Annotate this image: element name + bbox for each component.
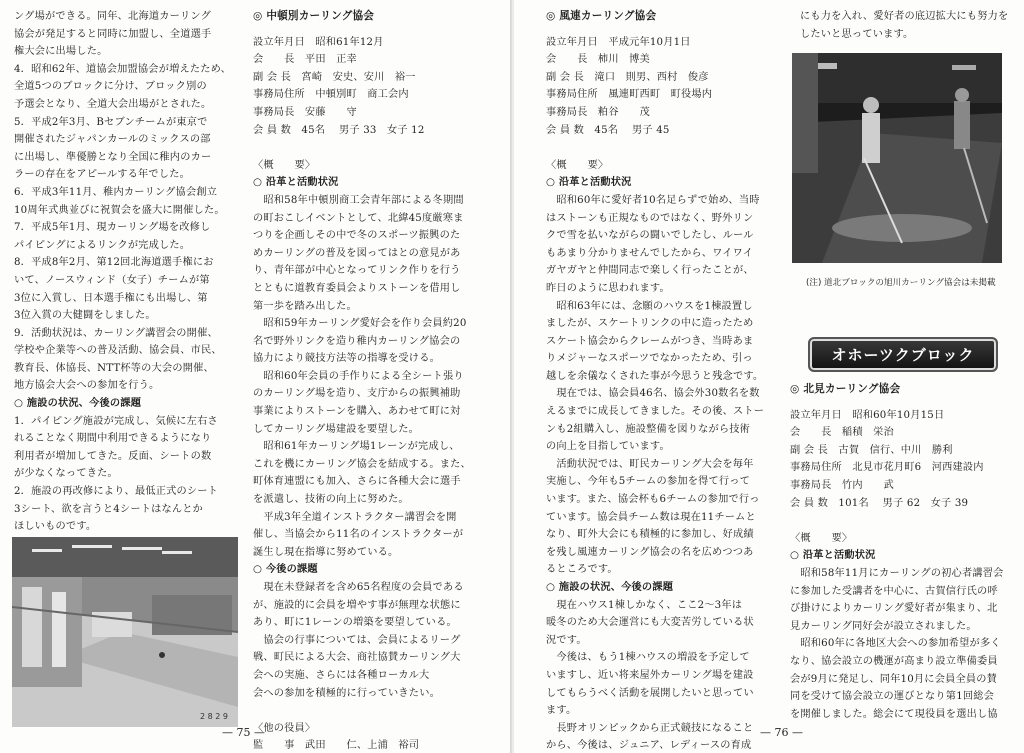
text-line: 事務局住所 中頓別町 商工会内 xyxy=(253,89,409,101)
text-line: とともに道教育委員会よりストーンを借用し xyxy=(253,282,461,294)
text-line: 設立年月日 昭和60年10月15日 xyxy=(790,409,945,421)
text-line: います。また、協会杯も6チームの参加で行っ xyxy=(546,494,760,506)
left-column-2 xyxy=(253,8,503,753)
text-line: 地方協会大会への参加を行う。 xyxy=(14,380,160,392)
text-line: 昭和58年11月にカーリングの初心者講習会 xyxy=(790,567,1004,579)
text-line: 協会の行事については、会員によるリーグ xyxy=(253,634,461,646)
text-line xyxy=(790,512,1015,530)
text-line: 協会が発足すると同時に加盟し、全道選手 xyxy=(14,28,212,40)
text-line: クで雪を払いながらの闘いでしたし、ルール xyxy=(546,230,754,242)
text-line: これを機にカーリング協会を結成する。また、 xyxy=(253,458,471,470)
page-number-75: — 75 — xyxy=(222,726,265,739)
text-line: 会 員 数 101名 男子 62 女子 39 xyxy=(790,497,969,509)
text-line: 活動状況では、町民カーリング大会を毎年 xyxy=(546,458,754,470)
text-line: はストーンも正規なものではなく、野外リン xyxy=(546,212,754,224)
text-line: 長野オリンピックから正式競技になること xyxy=(546,722,754,734)
text-line: めカーリングの普及を図ってはとの意見があ xyxy=(253,247,461,259)
text-line: 名で野外リンクを造り稚内カーリング協会の xyxy=(253,335,461,347)
text-line: 設立年月日 昭和61年12月 xyxy=(253,36,384,48)
section-heading: ○ 施設の状況、今後の課題 xyxy=(14,398,142,410)
text-line xyxy=(253,702,503,720)
text-line: 現在では、協会員46名、協会外30数名を数 xyxy=(546,388,760,400)
text-line: 同を受けて協会設立の運びとなり第1回総会 xyxy=(790,691,995,703)
text-line: ほしいものです。 xyxy=(14,521,97,533)
curling-players-image xyxy=(792,53,1002,263)
left-column-1 xyxy=(14,8,246,571)
text-line: 事業によりストーンを購入、あわせて町に対 xyxy=(253,406,461,418)
text-line: 会 長 平田 正幸 xyxy=(253,54,357,66)
text-line: 教育長、体協長、NTT杯等の大会の開催、 xyxy=(14,362,214,374)
section-heading: ○ 沿革と活動状況 xyxy=(790,550,876,562)
text-line: 2．施設の再改修により、最低正式のシート xyxy=(14,486,219,498)
text-line: 昭和60年会員の手作りによる全シート張り xyxy=(253,370,464,382)
text-line: 況です。 xyxy=(546,634,587,646)
text-line: 〈他の役員〉 xyxy=(253,722,316,734)
text-line: 9．活動状況は、カーリング講習会の開催、 xyxy=(14,327,218,339)
text-line: もあまり分かりませんでしたから、ワイワイ xyxy=(546,247,754,259)
text-line: の向上を目指しています。 xyxy=(546,441,670,453)
association-title: ◎ 北見カーリング協会 xyxy=(790,383,901,395)
text-line: にも力を入れ、愛好者の底辺拡大にも努力を xyxy=(800,11,1009,22)
text-line: るところです。 xyxy=(546,564,618,576)
association-title: ◎ 中頓別カーリング協会 xyxy=(253,10,375,22)
right-column-2-top xyxy=(800,8,1015,43)
text-line: 現在未登録者を含め65名程度の会員である xyxy=(253,582,464,593)
photo-caption: (注) 道北ブロックの旭川カーリング協会は未掲載 xyxy=(806,278,996,288)
text-line: 昭和58年中頓別商工会青年部による冬期間 xyxy=(253,194,464,206)
text-line: 10周年式典並びに祝賀会を盛大に開催した。 xyxy=(14,204,225,216)
text-line: あり、町に1レーンの増築を要望している。 xyxy=(253,617,457,629)
text-line: れることなく期間中利用できるようになり xyxy=(14,433,212,445)
text-line: つりを企画しその中で冬のスポーツ振興のた xyxy=(253,230,461,242)
section-heading: ○ 沿革と活動状況 xyxy=(253,177,339,189)
text-line: なり、協会設立の機運が高まり設立準備委員 xyxy=(790,655,998,667)
text-line: に出場し、準優勝となり全国に稚内のカー xyxy=(14,151,212,163)
text-line: 監 事 武田 仁、上浦 裕司 xyxy=(253,740,420,752)
text-line: 会 長 柿川 博美 xyxy=(546,54,650,66)
text-line: のカーリング場を造り、支庁からの振興補助 xyxy=(253,388,461,400)
text-line: 催し、当協会から11名のインストラクターが xyxy=(253,529,464,541)
text-line: 事務局住所 北見市花月町6 河西建設内 xyxy=(790,462,984,474)
text-line: 協力により競技方法等の指導を受ける。 xyxy=(253,353,440,365)
text-line: ラーの存在をアピールする年でした。 xyxy=(14,169,190,181)
text-line: 3位に入賞し、日本選手権にも出場し、第 xyxy=(14,292,208,304)
okhotsk-block-banner: オホーツクブロック xyxy=(808,337,998,372)
text-line: び掛けによりカーリング愛好者が集まり、北 xyxy=(790,603,998,615)
text-line: 6．平成3年11月、稚内カーリング協会創立 xyxy=(14,186,218,198)
text-line: 事務局住所 風連町西町 町役場内 xyxy=(546,89,713,101)
text-line: 設立年月日 平成元年10月1日 xyxy=(546,36,691,48)
text-line: いて、ノースウィンド（女子）チームが第 xyxy=(14,274,210,286)
text-line: りメジャーなスポーツでなかったため、引っ xyxy=(546,353,753,365)
text-line: 会 員 数 45名 男子 45 xyxy=(546,124,670,136)
section-heading: ○ 沿革と活動状況 xyxy=(546,177,632,189)
text-line: 予選会となり、全道大会出場がとされた。 xyxy=(14,98,212,110)
text-line: が、施設的に会員を増やす事が無理な状態に xyxy=(253,599,461,611)
text-line: に参加した受講者を中心に、古賀信行氏の呼 xyxy=(790,585,998,597)
text-line: ます。 xyxy=(546,705,577,717)
text-line: が少なくなってきた。 xyxy=(14,468,118,480)
text-line: 3位入賞の大健闘をしました。 xyxy=(14,310,156,322)
svg-text:2 8 2 9: 2 8 2 9 xyxy=(200,712,228,721)
text-line: 利用者が増加してきた。反面、シートの数 xyxy=(14,450,212,462)
text-line: 3シート、欲を言うと4シートはなんとか xyxy=(14,503,204,515)
text-line: ましたが、スケートリンクの中に造ったため xyxy=(546,318,754,330)
text-line: 現在ハウス1棟しかなく、ここ2〜3年は xyxy=(546,599,743,611)
text-line: パイピングによるリンクが完成した。 xyxy=(14,239,191,251)
text-line: 副 会 長 古賀 信行、中川 勝利 xyxy=(790,444,953,456)
text-line: えるまでに成長してきました。その後、ストー xyxy=(546,406,765,418)
right-column-2 xyxy=(790,381,1015,723)
text-line: 〈概 要〉 xyxy=(546,159,609,171)
text-line: 事務局長 安藤 守 xyxy=(253,106,357,118)
text-line: 7．平成5年1月、現カーリング場を改修し xyxy=(14,222,211,234)
text-line: 昭和59年カーリング愛好会を作り会員約20 xyxy=(253,318,467,330)
text-line: 全道5つのブロックに分け、ブロック別の xyxy=(14,81,207,93)
text-line: 〈概 要〉 xyxy=(253,159,316,171)
text-line: 町体育連盟にも加入、さらに各種大会に選手 xyxy=(253,476,461,488)
text-line: したいと思っています。 xyxy=(800,28,914,40)
text-line: いますし、近い将来屋外カーリング場を建設 xyxy=(546,669,754,681)
text-line: 会への参加を積極的に行っていきたい。 xyxy=(253,687,440,699)
text-line: 会が9月に発足し、同年10月に会員全員の賛 xyxy=(790,673,998,685)
text-line: 昨日のように思われます。 xyxy=(546,282,670,294)
text-line: 会 員 数 45名 男子 33 女子 12 xyxy=(253,124,425,136)
text-line: 昭和61年カーリング場1レーンが完成し、 xyxy=(253,441,460,453)
text-line: 会 長 稲積 栄治 xyxy=(790,427,894,439)
text-line: 4．昭和62年、道協会加盟協会が増えたため、 xyxy=(14,63,231,75)
indoor-rink-image xyxy=(12,537,238,727)
text-line: ています。協会員チーム数は現在11チームと xyxy=(546,511,756,523)
text-line: 8．平成8年2月、第12回北海道選手権にお xyxy=(14,257,214,269)
text-line: ング場ができる。同年、北海道カーリング xyxy=(14,11,211,22)
text-line: を開催しました。総会にて現役員を選出し協 xyxy=(790,708,998,720)
text-line: 戦、町民による大会、商社協賛カーリング大 xyxy=(253,652,461,664)
page-number-76: — 76 — xyxy=(760,726,803,739)
text-line: り、青年部が中心となってリンク作りを行う xyxy=(253,265,461,277)
text-line: 権大会に出場した。 xyxy=(14,46,108,58)
text-line: を残し風連カーリング協会の名を広めつつあ xyxy=(546,546,754,558)
text-line: 誕生し現在指導に努めている。 xyxy=(253,546,399,558)
text-line: を派遣し、技術の向上に努めた。 xyxy=(253,494,409,506)
text-line: 平成3年全道インストラクター講習会を開 xyxy=(253,511,457,523)
text-line: 副 会 長 滝口 則男、西村 俊彦 xyxy=(546,71,709,83)
text-line: 事務局長 粕谷 茂 xyxy=(546,106,650,118)
section-heading: ○ 施設の状況、今後の課題 xyxy=(546,582,674,593)
text-line: ンも2組購入し、施設整備を図りながら技術 xyxy=(546,423,751,435)
text-line: 副 会 長 宮崎 安史、安川 裕一 xyxy=(253,71,416,83)
text-line: 事務局長 竹内 武 xyxy=(790,479,894,491)
text-line: 5．平成2年3月、Bセブンチームが東京で xyxy=(14,116,208,128)
text-line: 〈概 要〉 xyxy=(790,532,853,544)
text-line: 昭和60年に愛好者10名足らずで始め、当時 xyxy=(546,194,760,206)
text-line xyxy=(546,139,786,157)
text-line: なり、町外大会にも積極的に参加し、好成績 xyxy=(546,529,754,541)
text-line: してもらうべく活動を展開したいと思ってい xyxy=(546,687,754,699)
text-line: 越しを余儀なくされた事が今思うと残念です。 xyxy=(546,370,764,382)
curling-players-photo-right xyxy=(792,53,1002,263)
text-line: から、今後は、ジュニア、レディースの育成 xyxy=(546,740,752,752)
text-line xyxy=(253,139,503,157)
text-line: 学校や企業等への普及活動、協会員、市民、 xyxy=(14,345,222,357)
text-line: 今後は、もう1棟ハウスの増設を予定して xyxy=(546,652,750,664)
right-column-1 xyxy=(546,8,786,753)
text-line: の町おこしイベントとして、北緯45度厳寒ま xyxy=(253,212,464,224)
text-line: スケート協会からクレームがつき、当時あま xyxy=(546,335,754,347)
text-line: ガヤガヤと仲間同志で楽しく行ったことが、 xyxy=(546,265,754,277)
text-line: 昭和60年に各地区大会への参加希望が多く xyxy=(790,638,1001,650)
text-line: 第一歩を踏み出した。 xyxy=(253,300,357,312)
text-line: してカーリング場建設を要望した。 xyxy=(253,423,419,435)
curling-rink-photo-left xyxy=(12,537,238,727)
association-title: ◎ 風連カーリング協会 xyxy=(546,10,657,22)
text-line: 会への実施、さらには各種ローカル大 xyxy=(253,669,430,681)
text-line: 開催されたジャパンカールのミックスの部 xyxy=(14,134,211,146)
section-heading: ○ 今後の課題 xyxy=(253,564,318,576)
text-line: 暖冬のため大会運営にも大変苦労している状 xyxy=(546,617,754,629)
text-line: 実施し、今年も5チームの参加を得て行って xyxy=(546,476,751,488)
text-line: 昭和63年には、念願のハウスを1棟設置し xyxy=(546,300,753,312)
text-line: 見カーリング同好会が設立されました。 xyxy=(790,620,977,632)
text-line: 1．パイピング施設が完成し、気候に左右さ xyxy=(14,415,218,427)
